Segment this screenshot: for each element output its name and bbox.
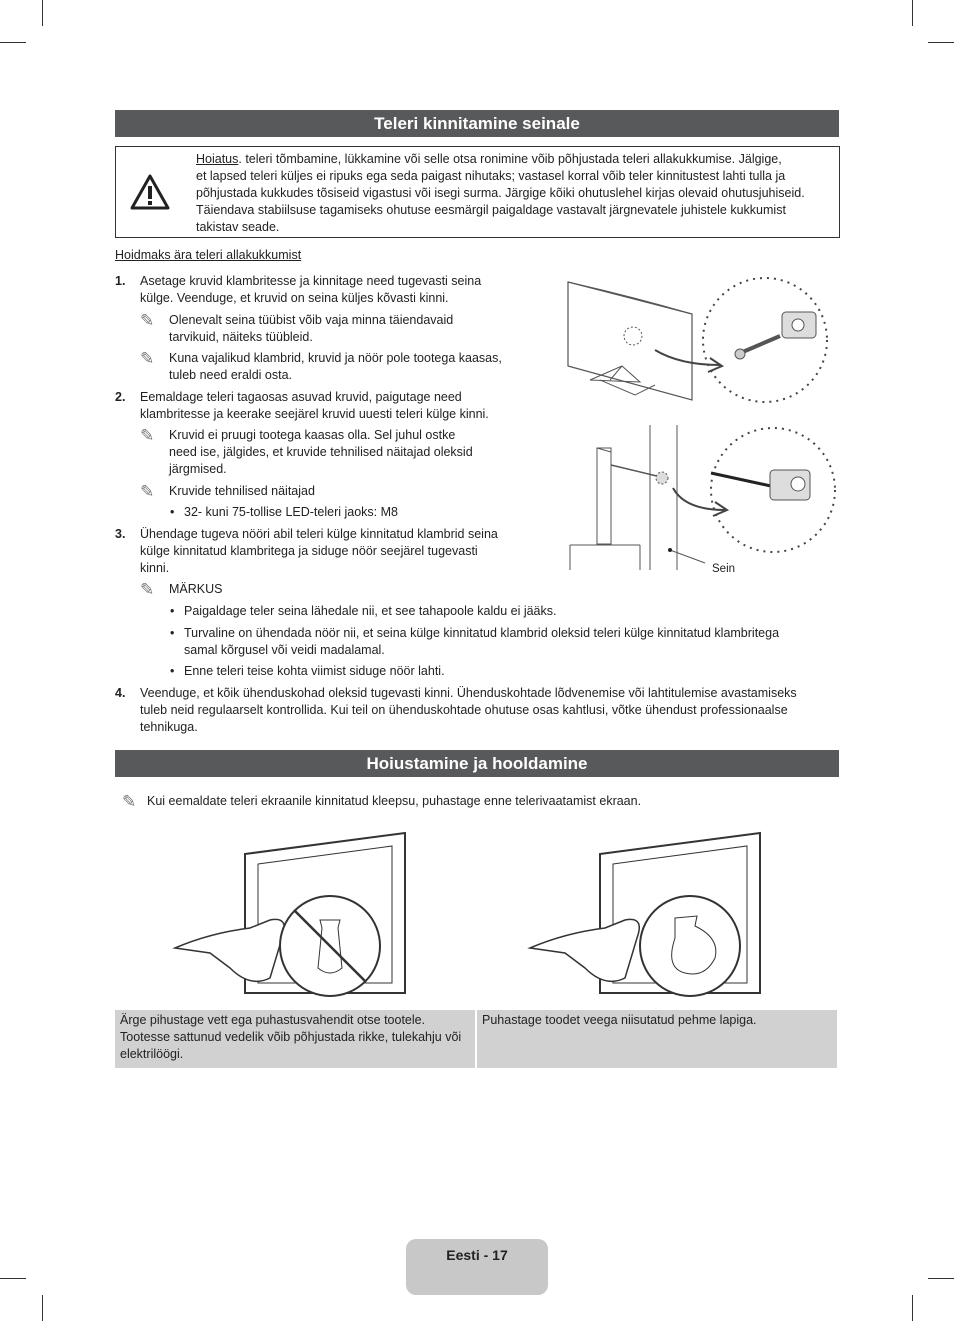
step-line: Eemaldage teleri tagaosas asuvad kruvid, paigutage need xyxy=(140,390,462,404)
warning-line: . teleri tõmbamine, lükkamine või selle otsa ronimine võib põhjustada teleri allakukkumise. Jälgige, xyxy=(238,152,782,166)
step-line: külge. Veenduge, et kruvid on seina küljes kõvasti kinni. xyxy=(140,291,449,305)
step-line: tehnikuga. xyxy=(140,720,198,734)
caption-line: Ärge pihustage vett ega puhastusvahendit otse tootele. xyxy=(120,1013,426,1027)
bullet-line: Enne teleri teise kohta viimist siduge nöör lahti. xyxy=(184,664,445,678)
step-line: klambritesse ja keerake seejärel kruvid uuesti teleri külge kinni. xyxy=(140,407,489,421)
caption-right xyxy=(477,1010,837,1068)
note-line: need ise, jälgides, et kruvide tehnilised näitajad oleksid xyxy=(169,445,473,459)
crop-mark xyxy=(912,1295,913,1321)
crop-mark xyxy=(42,1295,43,1321)
caption-line: elektrilöögi. xyxy=(120,1047,184,1061)
warning-triangle-icon xyxy=(129,173,171,211)
bullet-text: 32- kuni 75-tollise LED-teleri jaoks: M8 xyxy=(184,505,398,519)
step-line: Asetage kruvid klambritesse ja kinnitage need tugevasti seina xyxy=(140,274,482,288)
caption-line: Tootesse sattunud vedelik võib põhjustada rikke, tulekahju või xyxy=(120,1030,462,1044)
step-number: 1. xyxy=(115,274,126,288)
warning-box xyxy=(115,146,840,238)
pencil-note-icon: ✎ xyxy=(140,580,155,599)
crop-mark xyxy=(912,0,913,26)
warning-line: takistav seade. xyxy=(196,220,280,234)
step-line: kinni. xyxy=(140,561,170,575)
step-line: külge kinnitatud klambritega ja siduge nöör seejärel tugevasti xyxy=(140,544,478,558)
no-spray-illustration xyxy=(170,828,420,1003)
warning-line: Täiendava stabiilsuse tagamiseks ohutuse eesmärgil paigaldage vastavalt järgnevatele juhistele kukkumist xyxy=(196,203,786,217)
crop-mark xyxy=(928,1278,954,1279)
warning-label: Hoiatus xyxy=(196,152,239,166)
caption-left xyxy=(115,1010,475,1068)
subheading: Hoidmaks ära teleri allakukkumist xyxy=(115,248,302,262)
note-line: tarvikuid, näiteks tüübleid. xyxy=(169,330,313,344)
crop-mark xyxy=(42,0,43,26)
section-title: Hoiustamine ja hooldamine xyxy=(115,750,839,777)
step-number: 3. xyxy=(115,527,126,541)
note-line: järgmised. xyxy=(169,462,227,476)
warning-line: et lapsed teleri küljes ei ripuks ega seda paigast nihutaks; vastasel korral võib teler kinnitustest lahti tulla ja xyxy=(196,169,786,183)
section-title: Teleri kinnitamine seinale xyxy=(115,110,839,137)
bullet-line: Paigaldage teler seina lähedale nii, et see tahapoole kaldu ei jääks. xyxy=(184,604,557,618)
note-line: Kuna vajalikud klambrid, kruvid ja nöör pole tootega kaasas, xyxy=(169,351,502,365)
step-number: 2. xyxy=(115,390,126,404)
damp-cloth-illustration xyxy=(525,828,775,1003)
note-line: Kruvide tehnilised näitajad xyxy=(169,484,315,498)
page-number: Eesti - 17 xyxy=(406,1239,548,1295)
bullet-line: samal kõrgusel või veidi madalamal. xyxy=(184,643,385,657)
step-number: 4. xyxy=(115,686,126,700)
warning-line: põhjustada kukkudes tõsiseid vigastusi või isegi surma. Järgige kõiki ohutuslehel kirjas olevaid ohutusjuhiseid. xyxy=(196,186,805,200)
crop-mark xyxy=(0,42,26,43)
step-line: Ühendage tugeva nööri abil teleri külge kinnitatud klambrid seina xyxy=(140,527,498,541)
bullet-line: Turvaline on ühendada nöör nii, et seina külge kinnitatud klambrid oleksid teleri külge kinnitatud klambritega xyxy=(184,626,780,640)
pencil-note-icon: ✎ xyxy=(140,311,155,330)
note-line: Kui eemaldate teleri ekraanile kinnitatud kleepsu, puhastage enne telerivaatamist ekraan. xyxy=(147,794,642,808)
note-line: MÄRKUS xyxy=(169,582,223,596)
step-line: tuleb neid regulaarselt kontrollida. Kui teil on ühenduskohtade ohutuse osas kahtlusi, võtke ühendust professionaalse xyxy=(140,703,788,717)
wall-label: Sein xyxy=(712,563,736,575)
crop-mark xyxy=(0,1278,26,1279)
note-line: tuleb need eraldi osta. xyxy=(169,368,293,382)
pencil-note-icon: ✎ xyxy=(140,426,155,445)
note-line: Olenevalt seina tüübist võib vaja minna täiendavaid xyxy=(169,313,454,327)
step-line: Veenduge, et kõik ühenduskohad oleksid tugevasti kinni. Ühenduskohtade lõdvenemise või lahtitulemise avastamiseks xyxy=(140,686,797,700)
pencil-note-icon: ✎ xyxy=(122,792,137,811)
note-line: Kruvid ei pruugi tootega kaasas olla. Sel juhul ostke xyxy=(169,428,456,442)
pencil-note-icon: ✎ xyxy=(140,349,155,368)
crop-mark xyxy=(928,42,954,43)
caption-line: Puhastage toodet veega niisutatud pehme lapiga. xyxy=(482,1013,757,1027)
warning-text xyxy=(196,151,831,236)
pencil-note-icon: ✎ xyxy=(140,482,155,501)
tv-wall-mount-illustration xyxy=(560,270,840,410)
tv-cord-illustration xyxy=(565,420,845,580)
